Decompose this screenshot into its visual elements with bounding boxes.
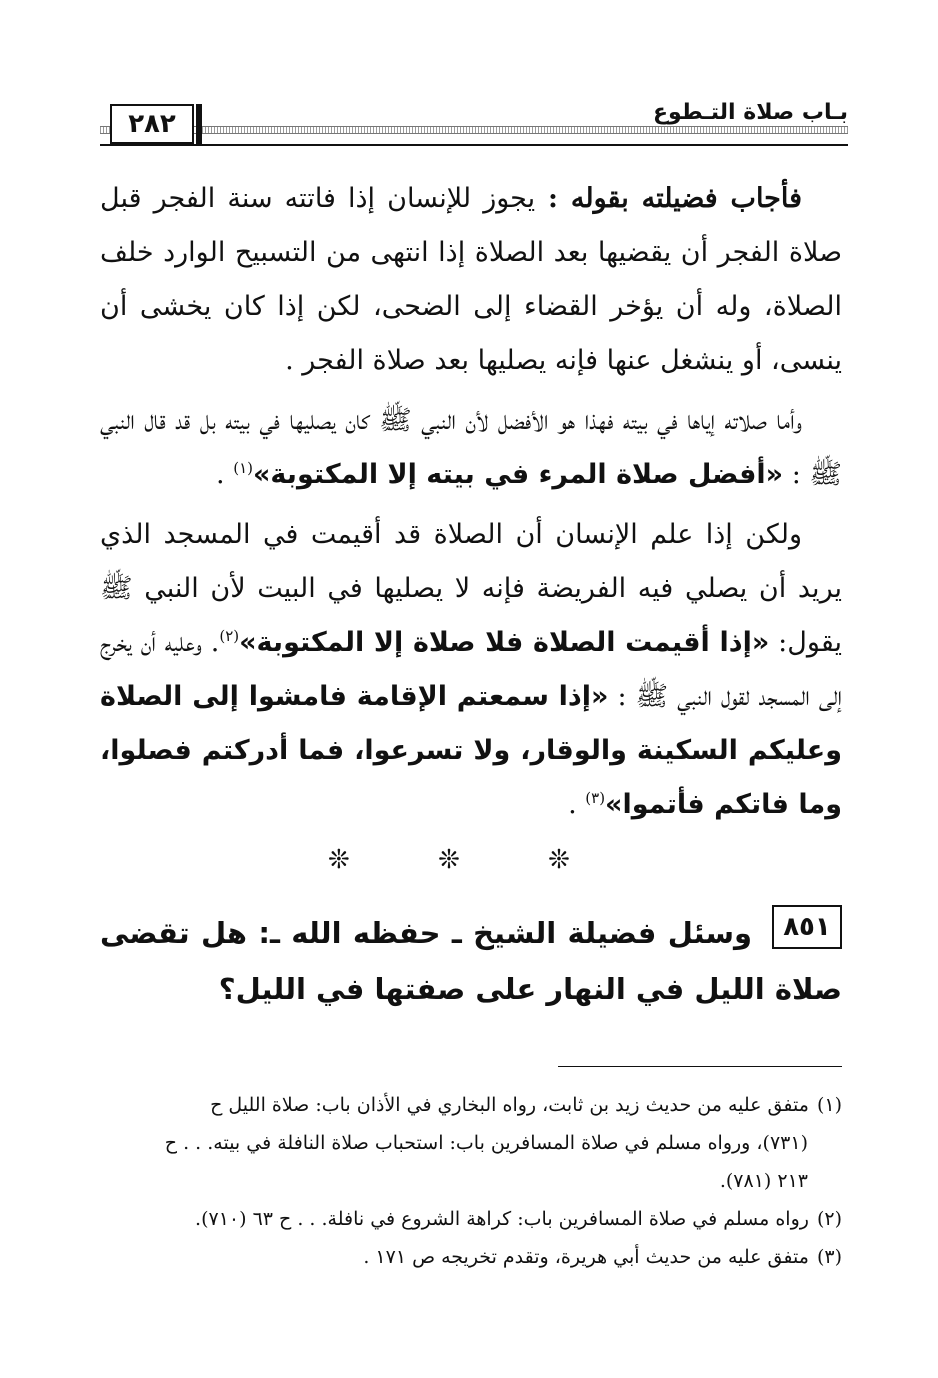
footnote-ref-2[interactable]: (٢) bbox=[219, 627, 240, 645]
footnote-2 bbox=[100, 1200, 842, 1238]
footnote-1 bbox=[100, 1086, 842, 1124]
footnote-3 bbox=[100, 1238, 842, 1276]
footnote-2-number: (٢) bbox=[816, 1208, 842, 1230]
hadith-quote-1: «أفضل صلاة المرء في بيته إلا المكتوبة» bbox=[252, 459, 784, 490]
hadith-quote-2: «إذا أقيمت الصلاة فلا صلاة إلا المكتوبة» bbox=[239, 627, 770, 658]
paragraph-3-text-2: . وعليه أن يخرج إلى المسجد لقول النبي ﷺ : bbox=[100, 627, 842, 712]
page-number: ٢٨٢ bbox=[110, 104, 194, 144]
header-rule bbox=[100, 144, 848, 146]
question-block bbox=[100, 905, 842, 1017]
hadith-quote-3: «إذا سمعتم الإقامة فامشوا إلى الصلاة وعليكم السكينة والوقار، ولا تسرعوا، فما أدركتم فصلوا، وما فاتكم فأتموا» bbox=[100, 681, 842, 820]
paragraph-3 bbox=[100, 508, 842, 832]
footnote-1-line-1: متفق عليه من حديث زيد بن ثابت، رواه البخاري في الأذان باب: صلاة الليل ح bbox=[210, 1094, 809, 1116]
answer-lead: فأجاب فضيلته بقوله : bbox=[535, 183, 802, 214]
footnotes bbox=[100, 1086, 842, 1276]
paragraph-3-text-1: ولكن إذا علم الإنسان أن الصلاة قد أقيمت في المسجد الذي يريد أن يصلي فيه الفريضة فإنه لا يصليها في البيت لأن النبي ﷺ يقول: bbox=[100, 519, 843, 658]
section-separator: ❊ ❊ ❊ bbox=[328, 845, 610, 875]
footnote-1-number: (١) bbox=[816, 1094, 842, 1116]
paragraph-2-text: وأما صلاته إياها في بيته فهذا هو الأفضل لأن النبي ﷺ كان يصليها في بيته بل قد قال النبي ﷺ : bbox=[100, 405, 842, 490]
question-number-box: ٨٥١ bbox=[772, 905, 842, 949]
main-text bbox=[100, 172, 842, 838]
header-ornament-rule bbox=[100, 126, 848, 134]
footnote-ref-1[interactable]: (١) bbox=[233, 459, 253, 477]
footnote-2-text: رواه مسلم في صلاة المسافرين باب: كراهة الشروع في نافلة. . . ح ٦٣ (٧١٠). bbox=[195, 1208, 809, 1230]
footnote-3-number: (٣) bbox=[816, 1246, 842, 1268]
answer-text: يجوز للإنسان إذا فاتته سنة الفجر قبل صلاة الفجر أن يقضيها بعد الصلاة إذا انتهى من التسبيح الوارد خلف الصلاة، وله أن يؤخر القضاء إلى الضحى، لكن إذا كان يخشى أن ينسى، أو ينشغل عنها فإنه يصليها بعد صلاة الفجر . bbox=[100, 183, 842, 376]
question-text: وسئل فضيلة الشيخ ـ حفظه الله ـ: هل تقضى صلاة الليل في النهار على صفتها في الليل؟ bbox=[100, 916, 842, 1006]
paragraph-2 bbox=[100, 394, 842, 502]
footnote-divider bbox=[558, 1066, 842, 1067]
footnote-1-line-2: (٧٣١)، ورواه مسلم في صلاة المسافرين باب: استحباب صلاة النافلة في بيته. . . ح bbox=[164, 1132, 808, 1154]
footnote-3-text: متفق عليه من حديث أبي هريرة، وتقدم تخريجه ص ١٧١ . bbox=[363, 1246, 809, 1268]
paragraph-2-end: . bbox=[216, 459, 234, 490]
chapter-title: بـاب صلاة التـطوع bbox=[643, 100, 848, 125]
answer-paragraph bbox=[100, 172, 842, 388]
footnote-1-line-3: ٢١٣ (٧٨١). bbox=[719, 1170, 808, 1192]
page-header bbox=[100, 96, 848, 148]
paragraph-3-end: . bbox=[568, 789, 586, 820]
footnote-ref-3[interactable]: (٣) bbox=[585, 789, 606, 807]
